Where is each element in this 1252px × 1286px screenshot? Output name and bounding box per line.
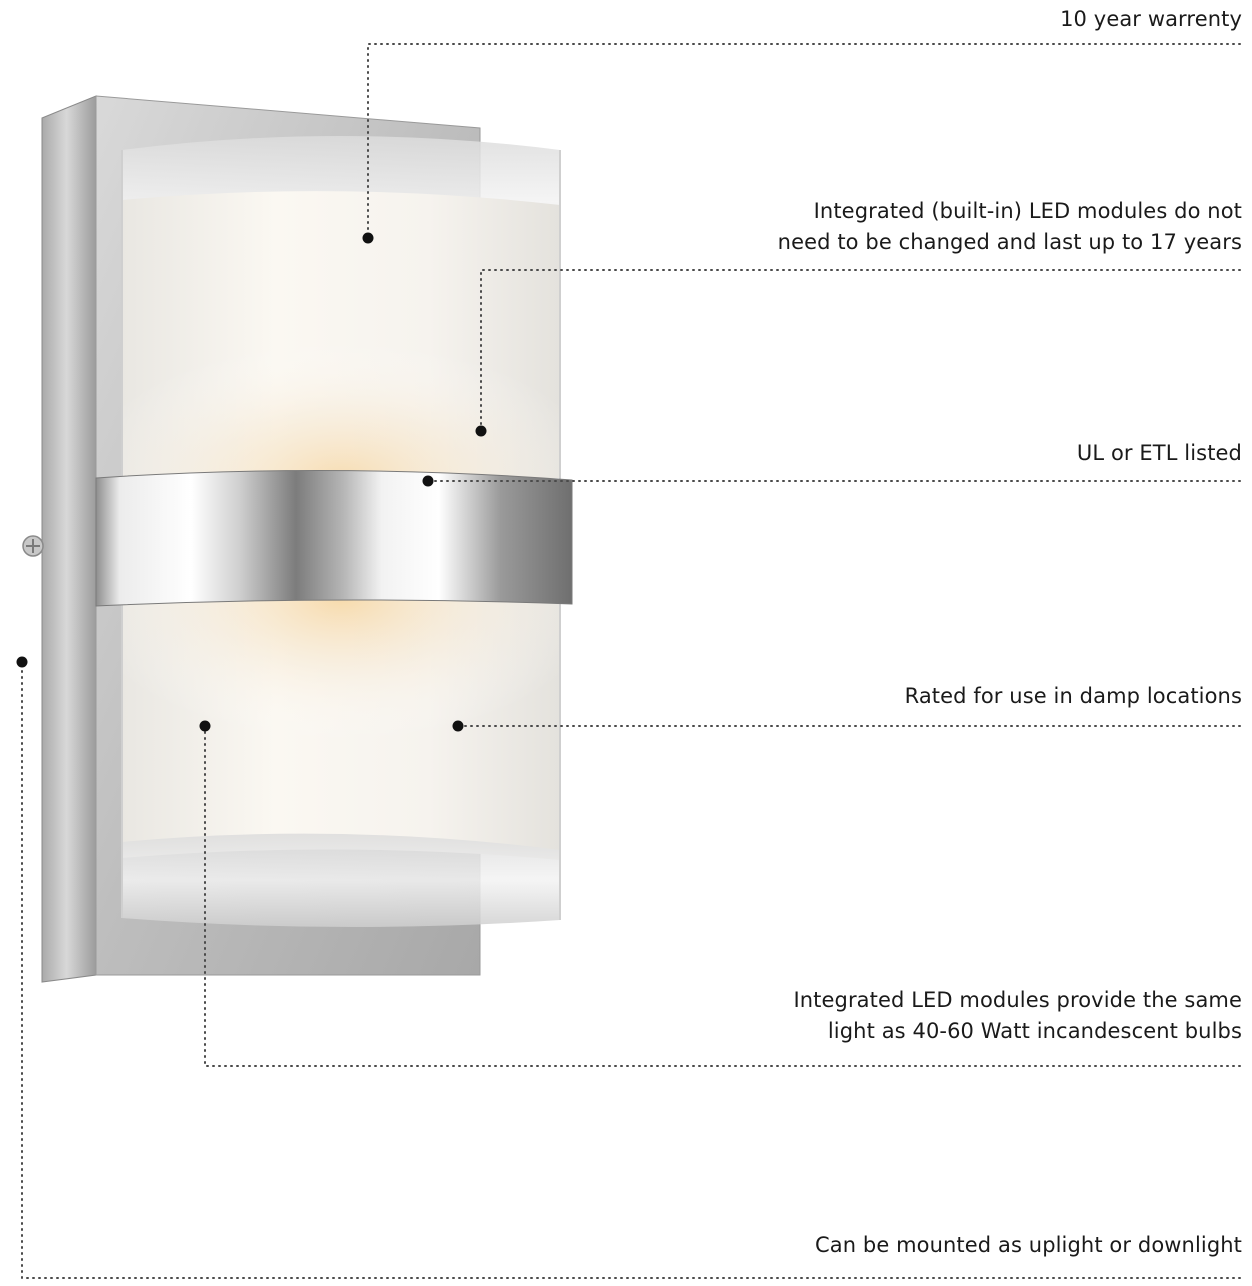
callout-dot-mounting — [17, 657, 28, 668]
feature-mounting-text: Can be mounted as uplight or downlight — [814, 1233, 1242, 1257]
feature-equivalent-output-line2: light as 40-60 Watt incandescent bulbs — [827, 1019, 1242, 1043]
feature-listing — [1077, 438, 1242, 469]
callout-dot-equivalent-output — [200, 721, 211, 732]
feature-integrated-led — [778, 196, 1242, 258]
callout-dot-integrated-led — [476, 426, 487, 437]
chrome-band — [96, 470, 572, 606]
feature-equivalent-output-line1: Integrated LED modules provide the same — [793, 988, 1242, 1012]
feature-equivalent-output — [793, 985, 1242, 1047]
feature-damp-rated — [905, 681, 1242, 712]
feature-warranty — [1060, 4, 1242, 35]
feature-listing-text: UL or ETL listed — [1076, 441, 1242, 465]
feature-mounting — [815, 1230, 1242, 1261]
feature-integrated-led-line2: need to be changed and last up to 17 years — [777, 230, 1242, 254]
callout-dot-damp — [453, 721, 464, 732]
feature-integrated-led-line1: Integrated (built-in) LED modules do not — [813, 199, 1242, 223]
callout-dot-warranty — [363, 233, 374, 244]
feature-damp-rated-text: Rated for use in damp locations — [904, 684, 1242, 708]
feature-warranty-text: 10 year warrenty — [1060, 7, 1242, 31]
callout-dot-listing — [423, 476, 434, 487]
